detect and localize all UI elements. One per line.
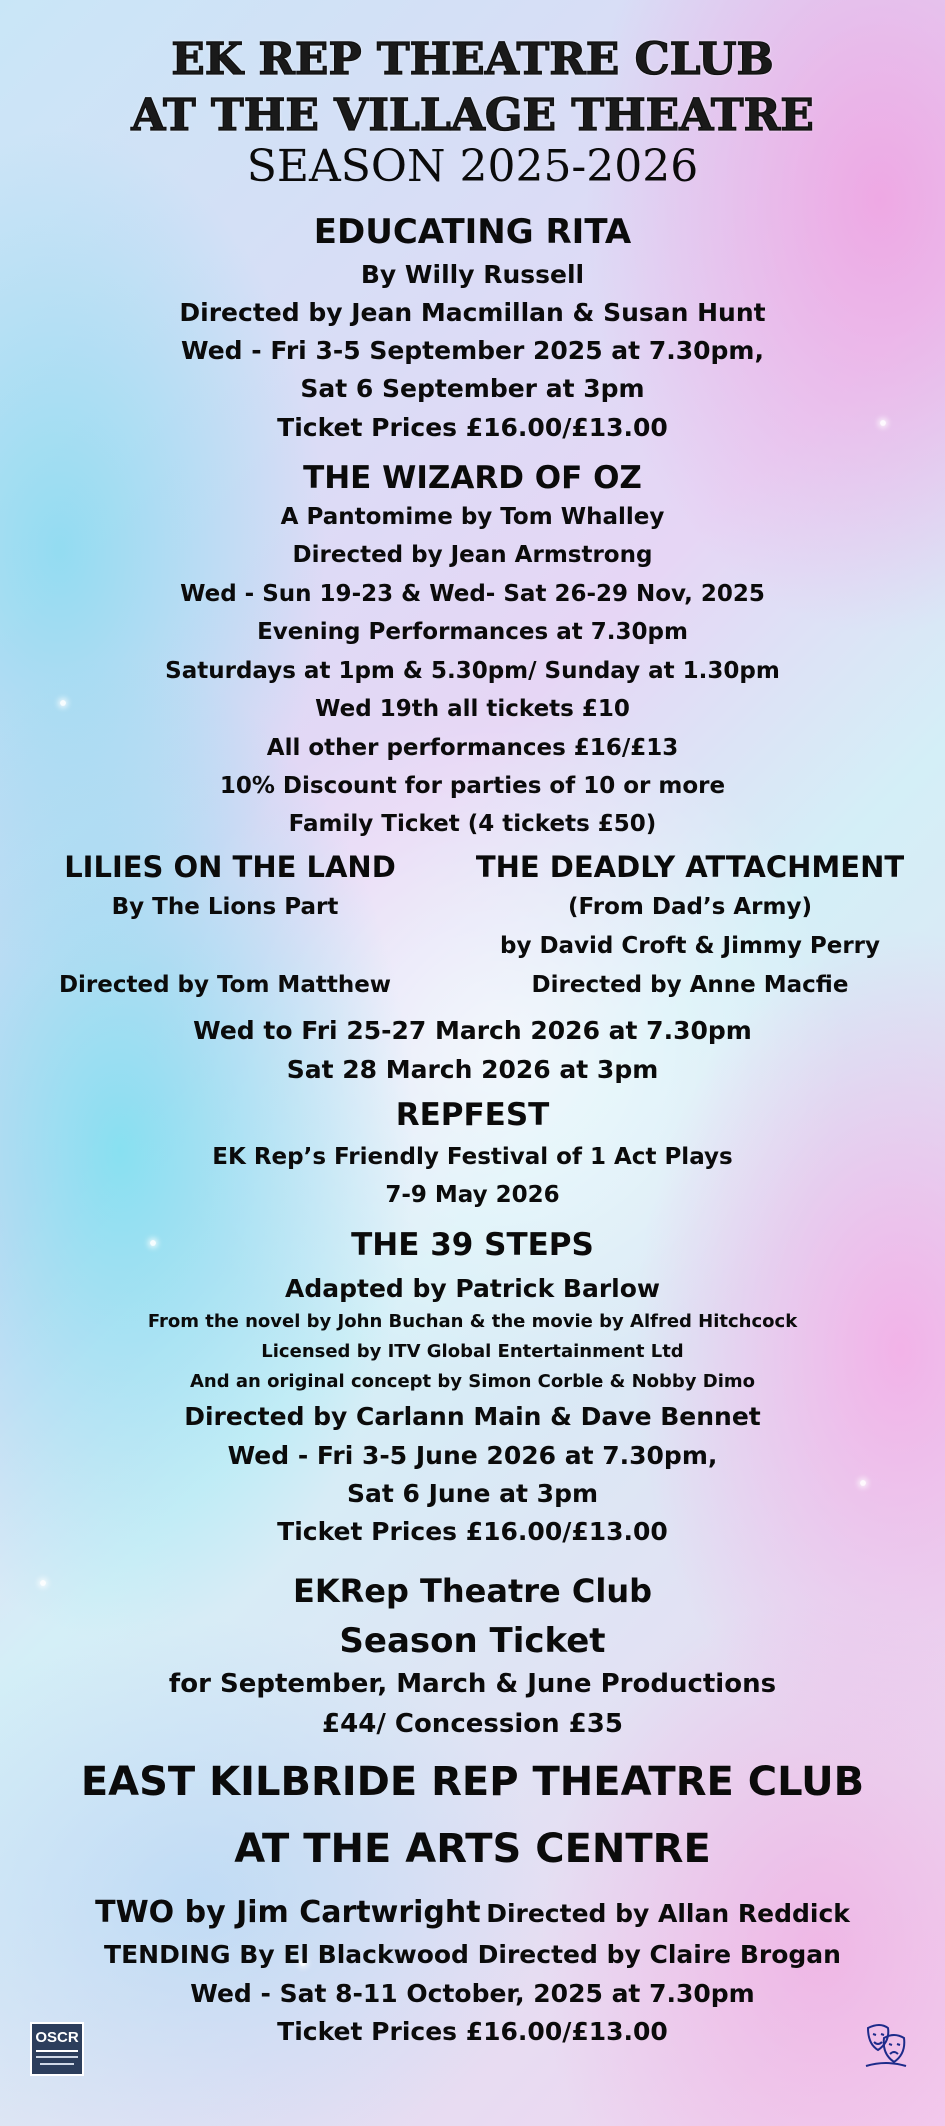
- wizard-of-oz-discount: 10% Discount for parties of 10 or more: [219, 773, 726, 799]
- arts-centre-dates: Wed - Sat 8-11 October, 2025 at 7.30pm: [190, 1979, 755, 2008]
- oscr-logo-text: OSCR: [35, 2029, 79, 2046]
- deadly-author: by David Croft & Jimmy Perry: [499, 933, 881, 959]
- educating-rita-director: Directed by Jean Macmillan & Susan Hunt: [179, 298, 766, 327]
- 39-steps-dates-1: Wed - Fri 3-5 June 2026 at 7.30pm,: [227, 1441, 718, 1470]
- oscr-logo-rule: [36, 2056, 78, 2058]
- repfest-title: REPFEST: [395, 1097, 550, 1133]
- deadly-director: Directed by Anne Macfie: [531, 972, 849, 998]
- oscr-logo-rule: [40, 2063, 74, 2065]
- wizard-of-oz-matinees: Saturdays at 1pm & 5.30pm/ Sunday at 1.30pm: [165, 658, 780, 684]
- wizard-of-oz-dates: Wed - Sun 19-23 & Wed- Sat 26-29 Nov, 2025: [180, 581, 765, 607]
- season-ticket-productions: for September, March & June Productions: [168, 1669, 777, 1699]
- header-line-2: AT THE VILLAGE THEATRE: [131, 90, 814, 141]
- 39-steps-director: Directed by Carlann Main & Dave Bennet: [184, 1402, 761, 1431]
- two-title: TWO by Jim Cartwright: [95, 1895, 481, 1930]
- two-director: Directed by Allan Reddick: [486, 1899, 850, 1928]
- 39-steps-prices: Ticket Prices £16.00/£13.00: [277, 1517, 668, 1546]
- 39-steps-adapted: Adapted by Patrick Barlow: [284, 1274, 661, 1303]
- season-ticket-price: £44/ Concession £35: [322, 1709, 623, 1739]
- arts-centre-prices: Ticket Prices £16.00/£13.00: [277, 2017, 668, 2046]
- 39-steps-novel: From the novel by John Buchan & the movie by Alfred Hitchcock: [147, 1311, 798, 1332]
- wizard-of-oz-director: Directed by Jean Armstrong: [292, 542, 653, 568]
- lilies-director: Directed by Tom Matthew: [58, 972, 392, 998]
- two-line: [0, 1895, 945, 1930]
- season-ticket-title: Season Ticket: [339, 1621, 606, 1661]
- header-line-1: EK REP THEATRE CLUB: [171, 34, 774, 85]
- educating-rita-author: By Willy Russell: [360, 260, 585, 289]
- arts-centre-heading-2: AT THE ARTS CENTRE: [234, 1826, 711, 1872]
- deadly-title: THE DEADLY ATTACHMENT: [475, 850, 905, 884]
- lilies-title: LILIES ON THE LAND: [64, 850, 396, 884]
- wizard-of-oz-family: Family Ticket (4 tickets £50): [288, 811, 657, 837]
- wizard-of-oz-evening: Evening Performances at 7.30pm: [257, 619, 688, 645]
- theatre-masks-icon: [862, 2020, 910, 2072]
- tending-line: TENDING By El Blackwood Directed by Claire Brogan: [104, 1940, 841, 1969]
- wizard-of-oz-title: THE WIZARD OF OZ: [303, 460, 642, 496]
- wizard-of-oz-wed-tickets: Wed 19th all tickets £10: [315, 696, 630, 722]
- season-ticket-club: EKRep Theatre Club: [292, 1572, 652, 1610]
- wizard-of-oz-other-prices: All other performances £16/£13: [266, 735, 679, 761]
- lilies-author: By The Lions Part: [111, 894, 339, 920]
- 39-steps-concept: And an original concept by Simon Corble & Nobby Dimo: [189, 1371, 756, 1392]
- oscr-logo: [30, 2022, 84, 2076]
- educating-rita-prices: Ticket Prices £16.00/£13.00: [277, 413, 668, 442]
- 39-steps-dates-2: Sat 6 June at 3pm: [346, 1479, 599, 1508]
- wizard-of-oz-author: A Pantomime by Tom Whalley: [280, 504, 665, 530]
- deadly-subtitle: (From Dad’s Army): [568, 894, 812, 920]
- arts-centre-heading-1: EAST KILBRIDE REP THEATRE CLUB: [80, 1759, 865, 1805]
- repfest-dates: 7-9 May 2026: [385, 1182, 560, 1208]
- 39-steps-title: THE 39 STEPS: [351, 1227, 594, 1263]
- educating-rita-dates-2: Sat 6 September at 3pm: [300, 374, 645, 403]
- repfest-description: EK Rep’s Friendly Festival of 1 Act Plays: [212, 1144, 733, 1170]
- season-title: SEASON 2025-2026: [246, 141, 699, 192]
- 39-steps-licensed: Licensed by ITV Global Entertainment Ltd: [261, 1341, 684, 1362]
- educating-rita-title: EDUCATING RITA: [313, 212, 632, 252]
- educating-rita-dates-1: Wed - Fri 3-5 September 2025 at 7.30pm,: [181, 336, 764, 365]
- march-dates-1: Wed to Fri 25-27 March 2026 at 7.30pm: [193, 1016, 752, 1045]
- oscr-logo-rule: [36, 2050, 78, 2052]
- march-dates-2: Sat 28 March 2026 at 3pm: [286, 1055, 659, 1084]
